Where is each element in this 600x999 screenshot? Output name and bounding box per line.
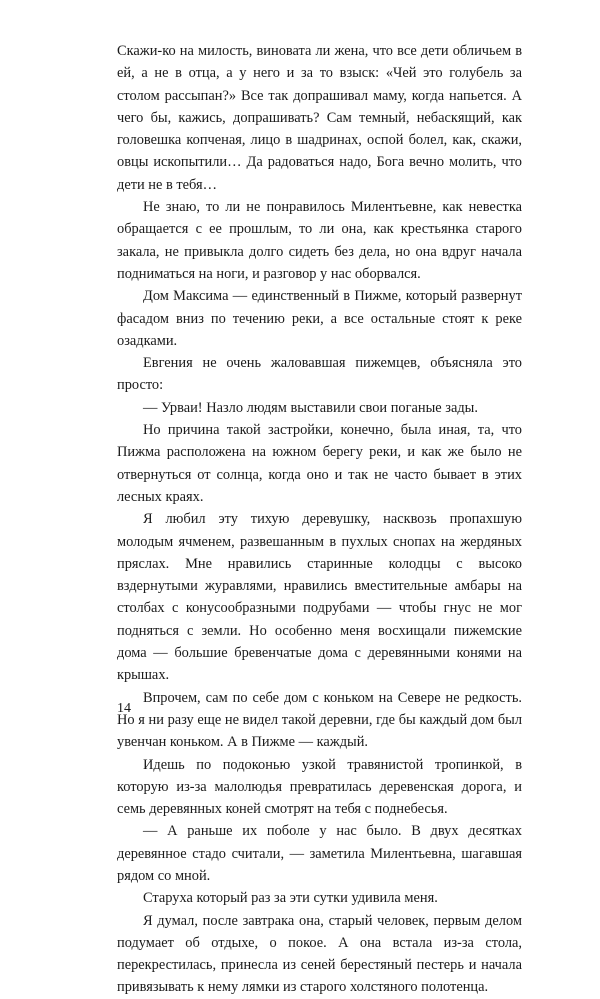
paragraph-11: Старуха который раз за эти сутки удивила меня. [143,890,438,907]
paragraph-6: Но причина такой застройки, конечно, была иная, та, что Пижма расположена на южном берегу реки, и как же было не отвернуться от солнца, когда оно и так не часто бывает в этих лесных краях. [117,422,522,505]
body-text [117,40,522,999]
paragraph-12: Я думал, после завтрака она, старый человек, первым делом подумает об отдыхе, о покое. А она встала из-за стола, перекрестилась, принесла из сеней берестяный пестерь и начала привязывать к нему лямки из старого холстяного полотенца. [117,912,522,996]
paragraph-2: Не знаю, то ли не понравилось Милентьевне, как невестка обращается с ее прошлым, то ли она, как крестьянка старого закала, не привыкла долго сидеть без дела, но она вдруг начала подниматься на ноги, и разговор у нас оборвался. [117,199,522,282]
paragraph-8: Впрочем, сам по себе дом с коньком на Севере не редкость. Но я ни разу еще не видел такой деревни, где бы каждый дом был увенчан коньком. А в Пижме — каждый. [117,689,522,751]
paragraph-3: Дом Максима — единственный в Пижме, который развернут фасадом вниз по течению реки, а все остальные стоят к реке озадками. [117,288,522,349]
paragraph-4: Евгения не очень жаловавшая пижемцев, объясняла это просто: [117,355,522,394]
paragraph-1: Скажи-ко на милость, виновата ли жена, что все дети обличьем в ей, а не в отца, а у него и за то взыск: «Чей это голубель за столом рассыпан?» Все так допрашивал маму, когда напьется. А чего бы, кажись, допрашивать? Сам темный, небаскящий, как головешка копченая, лицо в шадринах, оспой болел, как, скажи, овцы ископытили… Да радоваться надо, Бога вечно молить, что дети не в тебя… [117,43,522,193]
page-number: 14 [117,701,131,716]
paragraph-7: Я любил эту тихую деревушку, насквозь пропахшую молодым ячменем, развешанным в пухлых снопах на жердяных пряслах. Мне нравились старинные колодцы с высоко вздернутыми журавлями, нравились вместительные амбары на столбах с конусообразными подрубами — чтобы гнус не мог подняться с земли. Но особенно меня восхищали пижемские дома — большие бревенчатые дома с деревянными конями на крышах. [117,511,522,684]
paragraph-9: Идешь по подоконью узкой травянистой тропинкой, в которую из-за малолюдья превратилась деревенская дорога, и семь деревянных коней смотрят на тебя с поднебесья. [117,756,522,818]
paragraph-10: — А раньше их поболе у нас было. В двух десятках деревянное стадо считали, — заметила Милентьевна, шагавшая рядом со мной. [117,823,522,884]
paragraph-5: — Урваи! Назло людям выставили свои поганые зады. [143,399,478,416]
